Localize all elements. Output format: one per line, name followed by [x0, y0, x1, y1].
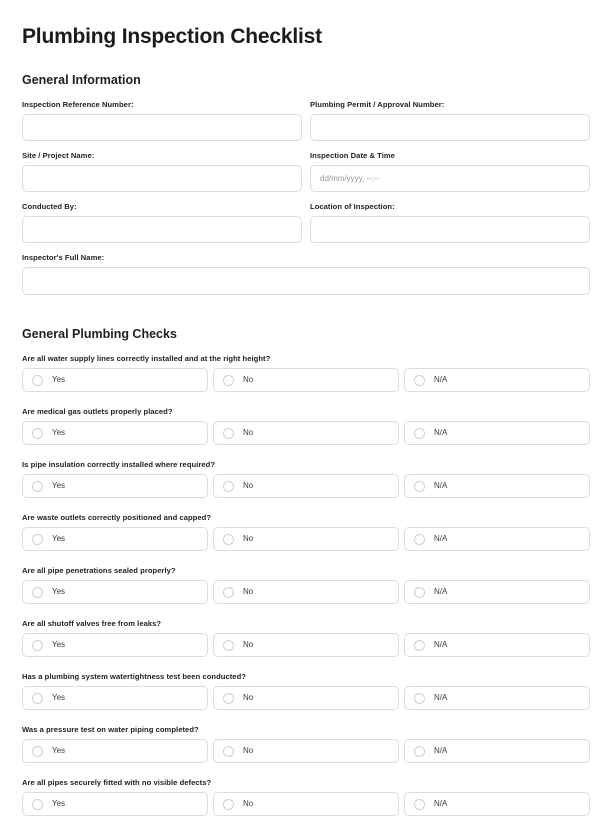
field-inspection-reference-number [22, 99, 302, 141]
radio-button-icon[interactable] [414, 587, 425, 598]
option-label: N/A [434, 799, 448, 808]
radio-button-icon[interactable] [223, 534, 234, 545]
radio-button-icon[interactable] [414, 640, 425, 651]
field-inspectors-full-name [22, 252, 590, 295]
radio-button-icon[interactable] [223, 481, 234, 492]
option-row [22, 474, 590, 498]
option-yes[interactable] [22, 633, 208, 657]
radio-button-icon[interactable] [32, 428, 43, 439]
option-n-a[interactable] [404, 527, 590, 551]
option-n-a[interactable] [404, 792, 590, 816]
radio-button-icon[interactable] [223, 375, 234, 386]
label-inspection-date-time: Inspection Date & Time [310, 151, 395, 160]
option-label: No [243, 746, 254, 755]
field-plumbing-permit-approval-number [310, 99, 590, 141]
option-row [22, 739, 590, 763]
option-row [22, 633, 590, 657]
option-row [22, 686, 590, 710]
option-yes[interactable] [22, 421, 208, 445]
radio-button-icon[interactable] [414, 693, 425, 704]
option-label: No [243, 428, 254, 437]
input-location-of-inspection[interactable] [310, 216, 590, 243]
radio-button-icon[interactable] [414, 534, 425, 545]
input-inspection-reference-number[interactable] [22, 114, 302, 141]
option-label: Yes [52, 534, 66, 543]
label-site-project-name: Site / Project Name: [22, 151, 95, 160]
option-yes[interactable] [22, 474, 208, 498]
option-no[interactable] [213, 739, 399, 763]
label-location-of-inspection: Location of Inspection: [310, 202, 395, 211]
option-n-a[interactable] [404, 739, 590, 763]
radio-button-icon[interactable] [223, 746, 234, 757]
option-label: N/A [434, 693, 448, 702]
radio-button-icon[interactable] [32, 481, 43, 492]
input-inspectors-full-name[interactable] [22, 267, 590, 295]
option-row [22, 368, 590, 392]
label-inspection-reference-number: Inspection Reference Number: [22, 100, 134, 109]
input-conducted-by[interactable] [22, 216, 302, 243]
question-text: Was a pressure test on water piping completed? [22, 725, 199, 734]
question-block [22, 618, 590, 657]
option-no[interactable] [213, 580, 399, 604]
section-heading-general-plumbing-checks: General Plumbing Checks [22, 327, 177, 341]
radio-button-icon[interactable] [32, 375, 43, 386]
option-label: N/A [434, 375, 448, 384]
option-yes[interactable] [22, 792, 208, 816]
option-row [22, 580, 590, 604]
option-n-a[interactable] [404, 633, 590, 657]
option-label: N/A [434, 534, 448, 543]
label-inspectors-full-name: Inspector's Full Name: [22, 253, 105, 262]
option-n-a[interactable] [404, 686, 590, 710]
question-block [22, 724, 590, 763]
radio-button-icon[interactable] [223, 799, 234, 810]
option-label: N/A [434, 481, 448, 490]
field-location-of-inspection [310, 201, 590, 243]
radio-button-icon[interactable] [414, 746, 425, 757]
question-block [22, 512, 590, 551]
option-no[interactable] [213, 527, 399, 551]
field-inspection-date-time [310, 150, 590, 192]
radio-button-icon[interactable] [32, 746, 43, 757]
option-label: No [243, 799, 254, 808]
field-conducted-by [22, 201, 302, 243]
option-label: N/A [434, 640, 448, 649]
input-inspection-date-time[interactable] [310, 165, 590, 192]
option-label: No [243, 693, 254, 702]
option-label: No [243, 587, 254, 596]
page-title: Plumbing Inspection Checklist [22, 25, 322, 48]
option-label: No [243, 640, 254, 649]
option-label: No [243, 534, 254, 543]
question-text: Are all pipes securely fitted with no visible defects? [22, 778, 212, 787]
question-text: Is pipe insulation correctly installed where required? [22, 460, 216, 469]
radio-button-icon[interactable] [32, 534, 43, 545]
label-conducted-by: Conducted By: [22, 202, 77, 211]
option-n-a[interactable] [404, 474, 590, 498]
option-no[interactable] [213, 421, 399, 445]
radio-button-icon[interactable] [32, 693, 43, 704]
option-row [22, 421, 590, 445]
input-site-project-name[interactable] [22, 165, 302, 192]
radio-button-icon[interactable] [32, 587, 43, 598]
option-label: No [243, 375, 254, 384]
radio-button-icon[interactable] [414, 799, 425, 810]
option-no[interactable] [213, 474, 399, 498]
question-block [22, 406, 590, 445]
label-plumbing-permit-approval-number: Plumbing Permit / Approval Number: [310, 100, 445, 109]
radio-button-icon[interactable] [223, 587, 234, 598]
question-text: Are medical gas outlets properly placed? [22, 407, 173, 416]
option-label: Yes [52, 375, 66, 384]
question-text: Are all pipe penetrations sealed properly? [22, 566, 176, 575]
option-label: No [243, 481, 254, 490]
option-n-a[interactable] [404, 368, 590, 392]
option-label: N/A [434, 587, 448, 596]
section-heading-general-information: General Information [22, 73, 141, 87]
option-n-a[interactable] [404, 421, 590, 445]
radio-button-icon[interactable] [223, 428, 234, 439]
option-no[interactable] [213, 368, 399, 392]
option-no[interactable] [213, 792, 399, 816]
general-plumbing-checks-list [22, 353, 590, 816]
option-label: Yes [52, 640, 66, 649]
question-text: Are waste outlets correctly positioned and capped? [22, 513, 212, 522]
option-yes[interactable] [22, 368, 208, 392]
radio-button-icon[interactable] [414, 481, 425, 492]
radio-button-icon[interactable] [414, 428, 425, 439]
option-label: Yes [52, 746, 66, 755]
question-block [22, 353, 590, 392]
radio-button-icon[interactable] [223, 693, 234, 704]
question-block [22, 565, 590, 604]
question-block [22, 777, 590, 816]
radio-button-icon[interactable] [32, 799, 43, 810]
question-text: Are all shutoff valves free from leaks? [22, 619, 162, 628]
question-text: Are all water supply lines correctly installed and at the right height? [22, 354, 271, 363]
option-no[interactable] [213, 633, 399, 657]
option-label: N/A [434, 746, 448, 755]
option-label: Yes [52, 428, 66, 437]
option-yes[interactable] [22, 580, 208, 604]
general-information-fields [22, 99, 590, 304]
option-row [22, 527, 590, 551]
option-label: Yes [52, 693, 66, 702]
option-label: Yes [52, 481, 66, 490]
input-plumbing-permit-approval-number[interactable] [310, 114, 590, 141]
option-no[interactable] [213, 686, 399, 710]
option-n-a[interactable] [404, 580, 590, 604]
option-row [22, 792, 590, 816]
question-text: Has a plumbing system watertightness test been conducted? [22, 672, 246, 681]
option-yes[interactable] [22, 739, 208, 763]
option-label: Yes [52, 799, 66, 808]
option-label: Yes [52, 587, 66, 596]
option-yes[interactable] [22, 527, 208, 551]
option-yes[interactable] [22, 686, 208, 710]
field-site-project-name [22, 150, 302, 192]
question-block [22, 671, 590, 710]
radio-button-icon[interactable] [223, 640, 234, 651]
radio-button-icon[interactable] [414, 375, 425, 386]
question-block [22, 459, 590, 498]
radio-button-icon[interactable] [32, 640, 43, 651]
option-label: N/A [434, 428, 448, 437]
